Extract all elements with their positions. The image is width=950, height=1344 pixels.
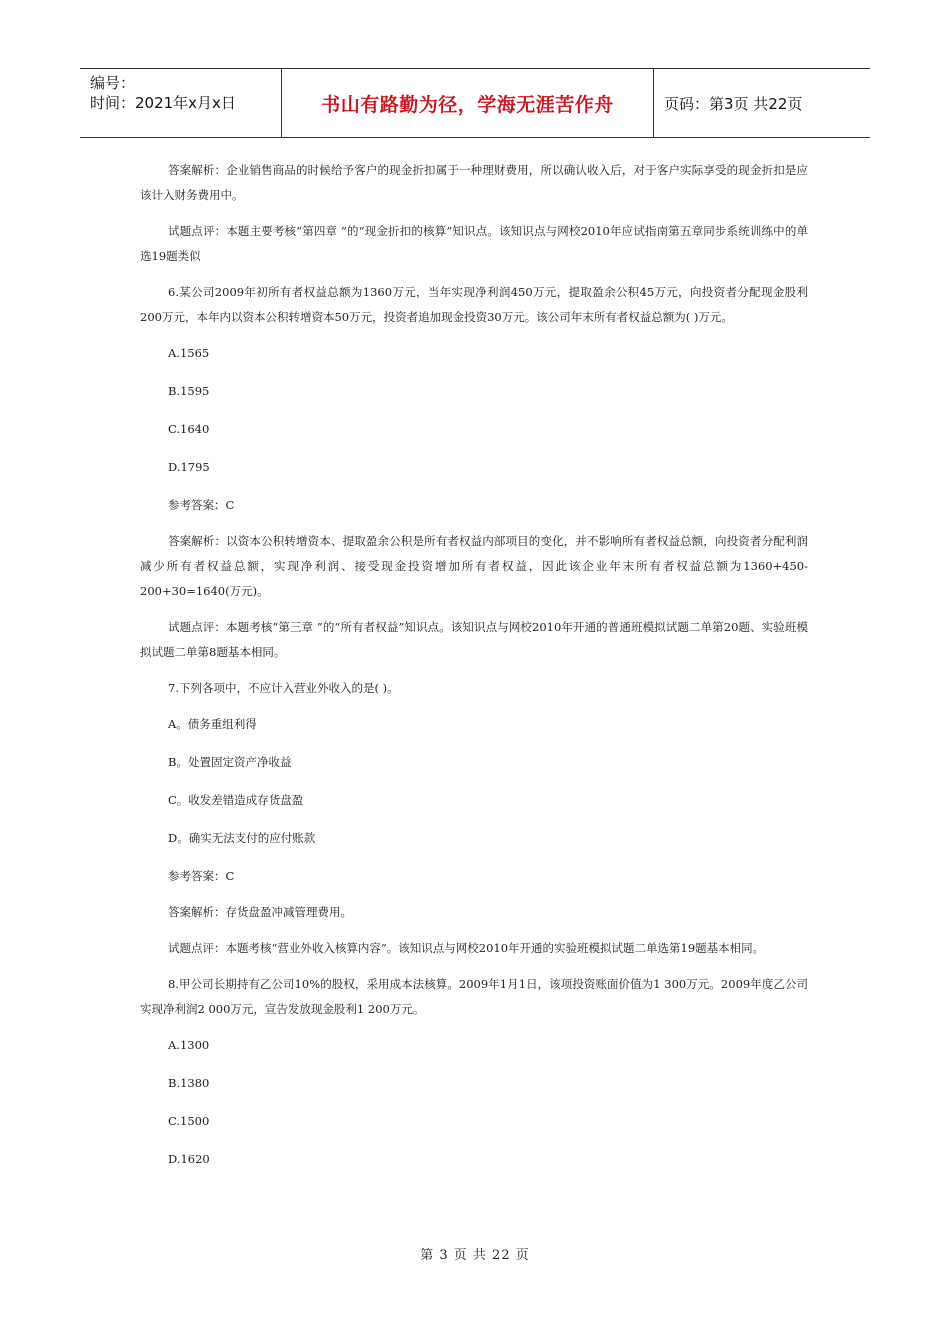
page-number-label: 页码：第3页 共22页 — [664, 94, 803, 113]
question-6: 6.某公司2009年初所有者权益总额为1360万元，当年实现净利润450万元，提取盈余公积45万元，向投资者分配现金股利200万元，本年内以资本公积转增资本50万元，投资者追加现金投资30万元。该公司年末所有者权益总额为( )万元。 — [140, 285, 808, 324]
question-comment: 试题点评：本题主要考核“第四章 ”的“现金折扣的核算”知识点。该知识点与网校2010年应试指南第五章同步系统训练中的单选19题类似 — [140, 224, 808, 263]
option-c: C.1640 — [168, 422, 210, 436]
header-page-cell — [654, 69, 870, 137]
question-comment: 试题点评：本题考核“第三章 ”的“所有者权益”知识点。该知识点与网校2010年开通的普通班模拟试题二单第20题、实验班模拟试题二单第8题基本相同。 — [140, 620, 808, 659]
number-label: 编号： — [90, 74, 136, 92]
reference-answer: 参考答案：C — [168, 869, 235, 883]
option-a: A。债务重组利得 — [168, 717, 257, 731]
answer-explanation: 答案解析：以资本公积转增资本、提取盈余公积是所有者权益内部项目的变化，并不影响所有者权益总额，向投资者分配利润减少所有者权益总额，实现净利润、接受现金投资增加所有者权益，因此该企业年末所有者权益总额为1360+450-200+30=1640(万元)。 — [140, 534, 808, 598]
option-a: A.1565 — [168, 346, 210, 360]
option-d: D。确实无法支付的应付账款 — [168, 831, 316, 845]
option-b: B。处置固定资产净收益 — [168, 755, 292, 769]
question-8: 8.甲公司长期持有乙公司10%的股权，采用成本法核算。2009年1月1日，该项投资账面价值为1 300万元。2009年度乙公司实现净利润2 000万元，宣告发放现金股利1 200万元。 — [140, 977, 808, 1016]
motto-text: 书山有路勤为径，学海无涯苦作舟 — [321, 93, 614, 116]
page-footer: 第 3 页 共 22 页 — [420, 1248, 530, 1263]
header-left-cell — [80, 69, 281, 137]
reference-answer: 参考答案：C — [168, 498, 235, 512]
question-comment: 试题点评：本题考核“营业外收入核算内容”。该知识点与网校2010年开通的实验班模拟试题二单选第19题基本相同。 — [168, 941, 765, 955]
question-7: 7.下列各项中，不应计入营业外收入的是( )。 — [168, 681, 399, 695]
answer-explanation: 答案解析：企业销售商品的时候给予客户的现金折扣属于一种理财费用，所以确认收入后，对于客户实际享受的现金折扣是应该计入财务费用中。 — [140, 163, 808, 202]
page-header-table — [80, 68, 870, 138]
option-a: A.1300 — [168, 1038, 210, 1052]
option-b: B.1595 — [168, 384, 210, 398]
option-d: D.1620 — [168, 1152, 210, 1166]
option-d: D.1795 — [168, 460, 210, 474]
option-b: B.1380 — [168, 1076, 210, 1090]
time-label: 时间：2021年x月x日 — [90, 94, 236, 112]
document-body — [140, 158, 808, 1185]
option-c: C。收发差错造成存货盘盈 — [168, 793, 304, 807]
answer-explanation: 答案解析：存货盘盈冲减管理费用。 — [168, 905, 352, 919]
option-c: C.1500 — [168, 1114, 210, 1128]
header-motto-cell — [281, 69, 654, 137]
